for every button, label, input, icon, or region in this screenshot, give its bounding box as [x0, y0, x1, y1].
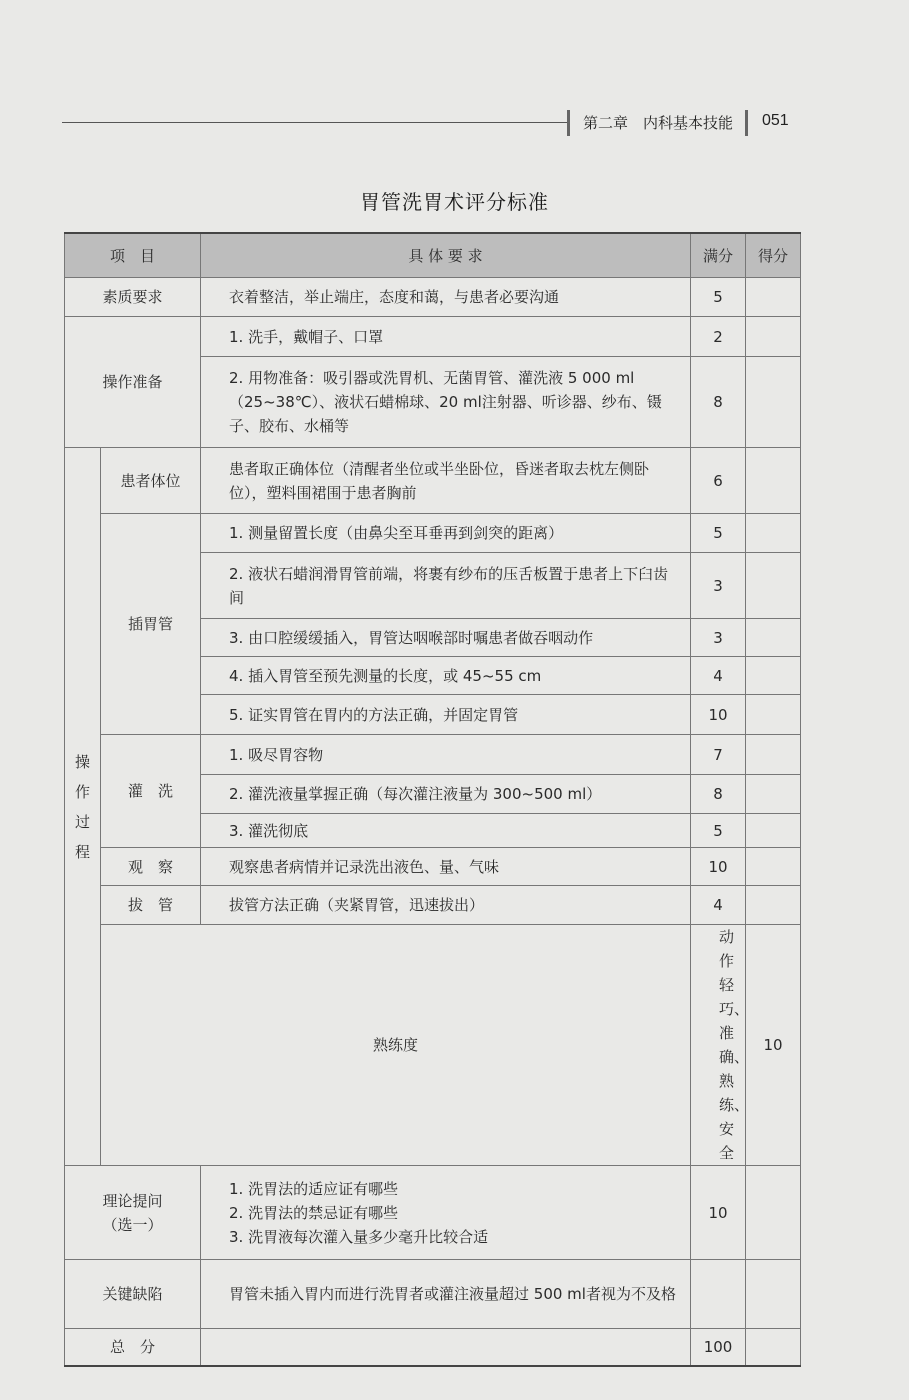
column-header-requirement: 具 体 要 求 [201, 233, 691, 278]
full-score-cell: 100 [691, 1329, 746, 1366]
full-score-cell: 8 [691, 775, 746, 814]
process-group-cell [65, 448, 101, 1166]
full-score-cell: 8 [691, 357, 746, 448]
full-score-cell: 5 [691, 814, 746, 848]
full-score-cell: 2 [691, 317, 746, 357]
full-score-cell: 10 [691, 848, 746, 886]
requirement-cell: 衣着整洁，举止端庄，态度和蔼，与患者必要沟通 [201, 278, 691, 317]
requirement-cell: 1. 洗手，戴帽子、口罩 [201, 317, 691, 357]
page-number: 051 [762, 112, 789, 129]
table-row [65, 278, 801, 317]
score-cell [746, 619, 801, 657]
table-row [65, 848, 801, 886]
full-score-cell: 7 [691, 735, 746, 775]
score-cell [746, 848, 801, 886]
theory-subtitle: （选一） [102, 1215, 163, 1234]
requirement-cell [201, 1329, 691, 1366]
score-cell [746, 735, 801, 775]
full-score-cell: 5 [691, 278, 746, 317]
header-divider [745, 110, 748, 136]
table-row [65, 886, 801, 925]
item-cell: 总 分 [65, 1329, 201, 1366]
process-title: 操作过程 [74, 752, 90, 861]
requirement-cell: 2. 液状石蜡润滑胃管前端，将裹有纱布的压舌板置于患者上下臼齿间 [201, 553, 691, 619]
requirement-cell: 拔管方法正确（夹紧胃管，迅速拔出） [201, 886, 691, 925]
full-score-cell: 5 [691, 514, 746, 553]
page-title: 胃管洗胃术评分标准 [360, 190, 549, 214]
full-score-cell: 10 [691, 1166, 746, 1260]
score-cell [746, 775, 801, 814]
requirement-cell: 5. 证实胃管在胃内的方法正确，并固定胃管 [201, 695, 691, 735]
score-cell [746, 448, 801, 514]
table-row [65, 514, 801, 553]
score-cell [746, 357, 801, 448]
item-cell [65, 1166, 201, 1260]
full-score-cell: 6 [691, 448, 746, 514]
table-row [65, 1260, 801, 1329]
column-header-full-score: 满分 [691, 233, 746, 278]
requirement-cell: 2. 灌洗液量掌握正确（每次灌注液量为 300~500 ml） [201, 775, 691, 814]
requirement-cell [201, 1166, 691, 1260]
requirement-cell: 1. 吸尽胃容物 [201, 735, 691, 775]
theory-question: 1. 洗胃法的适应证有哪些 [229, 1179, 399, 1198]
full-score-cell: 3 [691, 619, 746, 657]
theory-question: 3. 洗胃液每次灌入量多少毫升比较合适 [229, 1227, 489, 1246]
chapter-title: 第二章 内科基本技能 [583, 114, 734, 132]
item-cell: 患者体位 [101, 448, 201, 514]
item-cell: 灌 洗 [101, 735, 201, 848]
score-cell [746, 1329, 801, 1366]
full-score-cell: 3 [691, 553, 746, 619]
item-cell: 插胃管 [101, 514, 201, 735]
theory-title: 理论提问 [102, 1191, 163, 1210]
header-rule [62, 122, 567, 123]
table-row [65, 1166, 801, 1260]
item-cell: 操作准备 [65, 317, 201, 448]
score-cell [746, 886, 801, 925]
requirement-cell: 3. 灌洗彻底 [201, 814, 691, 848]
score-cell [746, 278, 801, 317]
header-divider [567, 110, 570, 136]
score-cell [746, 814, 801, 848]
requirement-cell: 1. 测量留置长度（由鼻尖至耳垂再到剑突的距离） [201, 514, 691, 553]
requirement-cell: 2. 用物准备：吸引器或洗胃机、无菌胃管、灌洗液 5 000 ml（25~38℃）、液状石蜡棉球、20 ml注射器、听诊器、纱布、镊子、胶布、水桶等 [201, 357, 691, 448]
item-cell: 观 察 [101, 848, 201, 886]
theory-question: 2. 洗胃法的禁忌证有哪些 [229, 1203, 399, 1222]
score-cell [746, 695, 801, 735]
score-cell [746, 317, 801, 357]
requirement-cell: 患者取正确体位（清醒者坐位或半坐卧位，昏迷者取去枕左侧卧位），塑料围裙围于患者胸前 [201, 448, 691, 514]
full-score-cell: 10 [691, 695, 746, 735]
column-header-item: 项 目 [65, 233, 201, 278]
item-cell: 关键缺陷 [65, 1260, 201, 1329]
table-row [65, 925, 801, 1166]
table-row [65, 317, 801, 357]
score-cell [746, 1260, 801, 1329]
score-cell [746, 1166, 801, 1260]
full-score-cell: 4 [691, 657, 746, 695]
requirement-cell: 观察患者病情并记录洗出液色、量、气味 [201, 848, 691, 886]
requirement-cell: 3. 由口腔缓缓插入，胃管达咽喉部时嘱患者做吞咽动作 [201, 619, 691, 657]
score-cell [746, 514, 801, 553]
full-score-cell: 4 [691, 886, 746, 925]
table-row [65, 448, 801, 514]
item-cell: 熟练度 [101, 925, 691, 1166]
requirement-cell: 4. 插入胃管至预先测量的长度，或 45~55 cm [201, 657, 691, 695]
full-score-cell: 10 [746, 925, 801, 1166]
item-cell: 素质要求 [65, 278, 201, 317]
scoring-table [64, 232, 801, 1367]
table-row [65, 735, 801, 775]
score-cell [746, 553, 801, 619]
item-cell: 拔 管 [101, 886, 201, 925]
full-score-cell [691, 1260, 746, 1329]
score-cell [746, 657, 801, 695]
table-header-row [65, 233, 801, 278]
requirement-cell: 动作轻巧、准确、熟练、安全 [691, 925, 746, 1166]
column-header-score: 得分 [746, 233, 801, 278]
table-row [65, 1329, 801, 1366]
requirement-cell: 胃管未插入胃内而进行洗胃者或灌注液量超过 500 ml者视为不及格 [201, 1260, 691, 1329]
